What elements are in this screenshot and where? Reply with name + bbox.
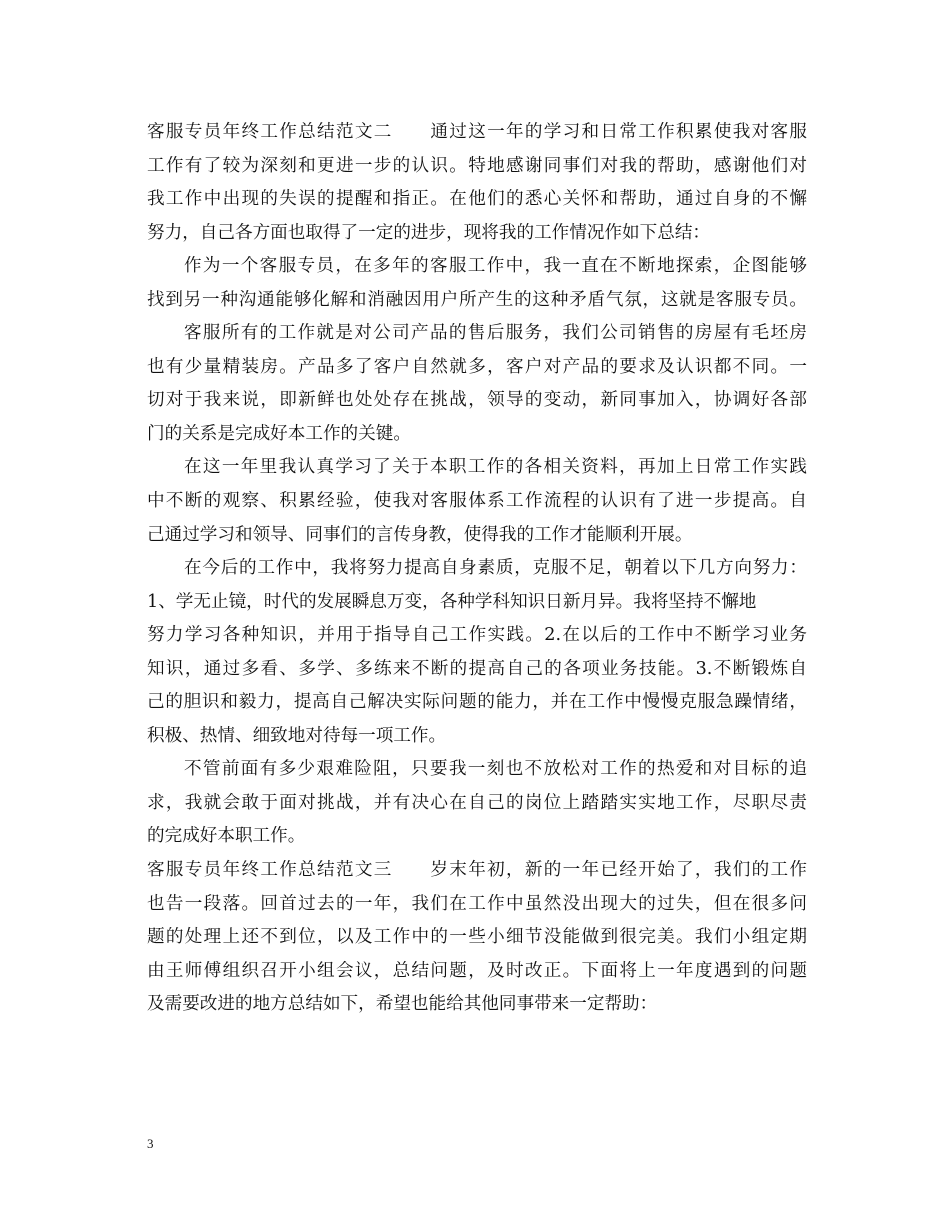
text-line: 不管前面有多少艰难险阻，只要我一刻也不放松对工作的热爱和对目标的追 [184, 759, 807, 780]
text-line: 积极、热情、细致地对待每一项工作。 [147, 725, 447, 746]
text-line: 切对于我来说，即新鲜也处处存在挑战，领导的变动，新同事加入，协调好各部 [147, 390, 807, 411]
text-line: 客服所有的工作就是对公司产品的售后服务，我们公司销售的房屋有毛坯房 [184, 323, 807, 344]
text-line: 客服专员年终工作总结范文二 通过这一年的学习和日常工作积累使我对客服 [147, 122, 807, 142]
text-line: 努力学习各种知识，并用于指导自己工作实践。2.在以后的工作中不断学习业务 [147, 625, 807, 646]
text-line: 的完成好本职工作。 [147, 826, 306, 847]
text-line: 及需要改进的地方总结如下，希望也能给其他同事带来一定帮助： [147, 994, 658, 1015]
text-line: 也告一段落。回首过去的一年，我们在工作中虽然没出现大的过失，但在很多问 [147, 893, 807, 914]
text-line: 工作有了较为深刻和更进一步的认识。特地感谢同事们对我的帮助，感谢他们对 [147, 155, 807, 176]
text-line: 努力，自己各方面也取得了一定的进步，现将我的工作情况作如下总结： [147, 222, 711, 243]
text-line: 求，我就会敢于面对挑战，并有决心在自己的岗位上踏踏实实地工作，尽职尽责 [147, 792, 807, 813]
text-line: 知识，通过多看、多学、多练来不断的提高自己的各项业务技能。3.不断锻炼自 [147, 658, 807, 679]
text-line: 己的胆识和毅力，提高自己解决实际问题的能力，并在工作中慢慢克服急躁情绪， [147, 692, 807, 713]
document-body [147, 116, 807, 1022]
text-line: 门的关系是完成好本工作的关键。 [147, 423, 411, 444]
text-line: 也有少量精装房。产品多了客户自然就多，客户对产品的要求及认识都不同。一 [147, 356, 807, 377]
text-line: 由王师傅组织召开小组会议，总结问题，及时改正。下面将上一年度遇到的问题 [147, 960, 807, 981]
text-line: 中不断的观察、积累经验，使我对客服体系工作流程的认识有了进一步提高。自 [147, 491, 807, 512]
text-line: 找到另一种沟通能够化解和消融因用户所产生的这种矛盾气氛，这就是客服专员。 [147, 289, 807, 310]
text-line: 1、学无止镜，时代的发展瞬息万变，各种学科知识日新月异。我将坚持不懈地 [147, 591, 757, 612]
text-line: 题的处理上还不到位，以及工作中的一些小细节没能做到很完美。我们小组定期 [147, 927, 807, 948]
text-line: 我工作中出现的失误的提醒和指正。在他们的悉心关怀和帮助，通过自身的不懈 [147, 189, 807, 210]
page-number: 3 [147, 1136, 154, 1151]
text-line: 在这一年里我认真学习了关于本职工作的各相关资料，再加上日常工作实践 [184, 457, 807, 478]
text-line: 己通过学习和领导、同事们的言传身教，使得我的工作才能顺利开展。 [147, 524, 693, 545]
text-line: 作为一个客服专员，在多年的客服工作中，我一直在不断地探索，企图能够 [184, 256, 807, 277]
text-line: 在今后的工作中，我将努力提高自身素质，克服不足，朝着以下几方向努力： [184, 558, 807, 579]
text-line: 客服专员年终工作总结范文三 岁末年初，新的一年已经开始了，我们的工作 [147, 860, 807, 881]
